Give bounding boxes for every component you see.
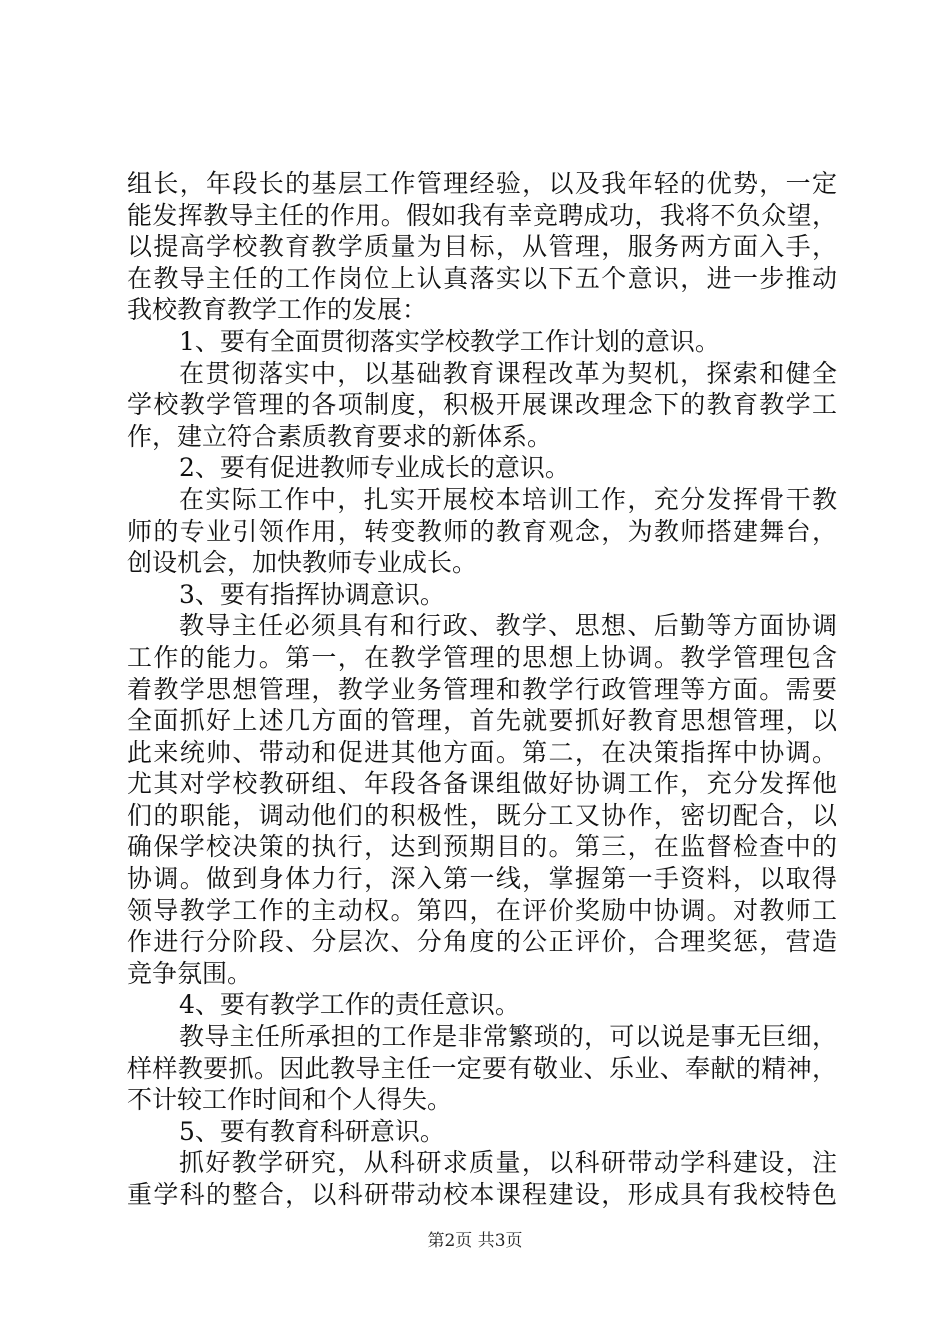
- text-line: 3、要有指挥协调意识。: [179, 579, 445, 609]
- text-line: 以提高学校教育教学质量为目标，从管理，服务两方面入手，: [127, 232, 837, 262]
- text-line: 在教导主任的工作岗位上认真落实以下五个意识，进一步推动: [127, 263, 837, 293]
- text-line: 1、要有全面贯彻落实学校教学工作计划的意识。: [179, 326, 720, 356]
- text-line: 作，建立符合素质教育要求的新体系。: [127, 421, 553, 451]
- page-footer: 第2页 共3页: [427, 1231, 523, 1251]
- text-line: 确保学校决策的执行，达到预期目的。第三，在监督检查中的: [127, 832, 837, 862]
- text-line: 尤其对学校教研组、年段各备课组做好协调工作，充分发挥他: [127, 769, 837, 799]
- text-line: 不计较工作时间和个人得失。: [127, 1085, 453, 1115]
- text-line: 领导教学工作的主动权。第四，在评价奖励中协调。对教师工: [127, 895, 837, 925]
- text-line: 学校教学管理的各项制度，积极开展课改理念下的教育教学工: [127, 390, 837, 420]
- text-line: 在贯彻落实中，以基础教育课程改革为契机，探索和健全: [179, 358, 837, 388]
- text-line: 竞争氛围。: [127, 958, 253, 988]
- text-line: 全面抓好上述几方面的管理，首先就要抓好教育思想管理，以: [127, 706, 837, 736]
- text-line: 4、要有教学工作的责任意识。: [179, 990, 520, 1020]
- text-line: 抓好教学研究，从科研求质量，以科研带动学科建设，注: [179, 1148, 837, 1178]
- text-line: 5、要有教育科研意识。: [179, 1116, 445, 1146]
- text-line: 创设机会，加快教师专业成长。: [127, 548, 478, 578]
- text-line: 组长，年段长的基层工作管理经验，以及我年轻的优势，一定: [127, 169, 837, 198]
- text-line: 此来统帅、带动和促进其他方面。第二，在决策指挥中协调。: [127, 737, 837, 767]
- text-line: 重学科的整合，以科研带动校本课程建设，形成具有我校特色: [127, 1180, 837, 1209]
- text-line: 我校教育教学工作的发展：: [127, 295, 428, 325]
- text-line: 在实际工作中，扎实开展校本培训工作，充分发挥骨干教: [179, 484, 837, 514]
- text-line: 样样教要抓。因此教导主任一定要有敬业、乐业、奉献的精神，: [127, 1053, 837, 1083]
- text-line: 师的专业引领作用，转变教师的教育观念，为教师搭建舞台，: [127, 516, 837, 546]
- text-line: 教导主任所承担的工作是非常繁琐的，可以说是事无巨细，: [179, 1022, 837, 1052]
- text-line: 能发挥教导主任的作用。假如我有幸竞聘成功，我将不负众望，: [127, 200, 837, 230]
- document-body: [127, 168, 837, 1211]
- text-line: 工作的能力。第一，在教学管理的思想上协调。教学管理包含: [127, 642, 837, 672]
- text-line: 协调。做到身体力行，深入第一线，掌握第一手资料，以取得: [127, 864, 837, 894]
- text-line: 2、要有促进教师专业成长的意识。: [179, 453, 570, 483]
- text-line: 着教学思想管理，教学业务管理和教学行政管理等方面。需要: [127, 674, 837, 704]
- text-line: 教导主任必须具有和行政、教学、思想、后勤等方面协调: [179, 611, 837, 641]
- text-line: 作进行分阶段、分层次、分角度的公正评价，合理奖惩，营造: [127, 927, 837, 957]
- text-line: 们的职能，调动他们的积极性，既分工又协作，密切配合，以: [127, 800, 837, 830]
